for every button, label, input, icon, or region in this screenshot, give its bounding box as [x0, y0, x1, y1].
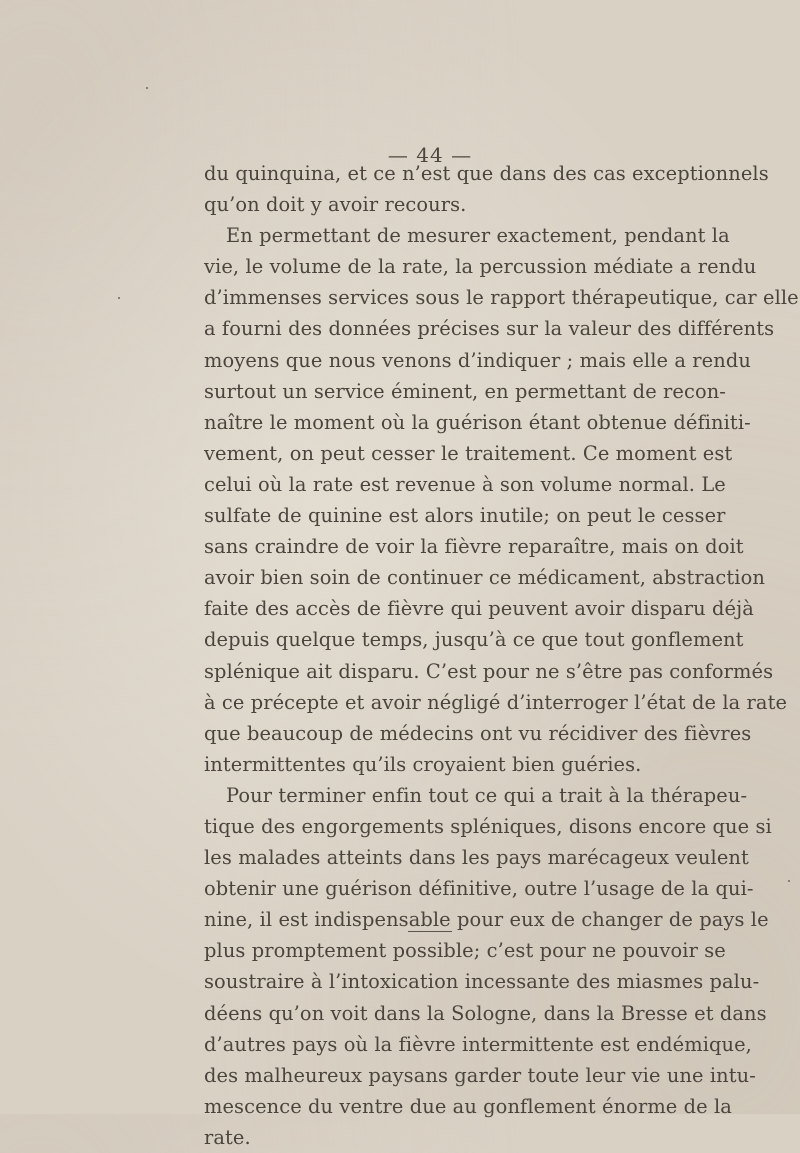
text-line: d’immenses services sous le rapport thérapeutique, car elle: [204, 286, 799, 310]
page-number: — 44 —: [387, 143, 473, 167]
text-line: d’autres pays où la fièvre intermittente est endémique,: [204, 1032, 752, 1056]
paper-speck: [146, 87, 148, 89]
text-line: a fourni des données précises sur la valeur des différents: [204, 317, 775, 341]
text-line: obtenir une guérison définitive, outre l’usage de la qui-: [204, 877, 754, 901]
text-line: avoir bien soin de continuer ce médicament, abstraction: [204, 566, 765, 590]
text-line: rate.: [204, 1125, 251, 1149]
closing-rule: [408, 931, 452, 932]
text-line: surtout un service éminent, en permettant de recon-: [204, 379, 726, 403]
text-line: Pour terminer enfin tout ce qui a trait à la thérapeu-: [226, 783, 748, 807]
text-line: du quinquina, et ce n’est que dans des cas exceptionnels: [204, 162, 769, 185]
text-line: déens qu’on voit dans la Sologne, dans la Bresse et dans: [204, 1001, 767, 1025]
paper-speck: [788, 880, 790, 882]
text-line: depuis quelque temps, jusqu’à ce que tout gonflement: [204, 628, 744, 652]
text-line: à ce précepte et avoir négligé d’interroger l’état de la rate: [204, 690, 788, 714]
text-line: En permettant de mesurer exactement, pendant la: [226, 224, 730, 248]
text-line: mescence du ventre due au gonflement énorme de la: [204, 1094, 732, 1118]
text-line: les malades atteints dans les pays marécageux veulent: [204, 846, 749, 870]
text-line: faite des accès de fièvre qui peuvent avoir disparu déjà: [204, 597, 754, 621]
text-line: qu’on doit y avoir recours.: [204, 193, 467, 217]
text-line: intermittentes qu’ils croyaient bien guéries.: [204, 752, 642, 776]
body-text: [204, 158, 799, 1153]
text-line: naître le moment où la guérison étant obtenue définiti-: [204, 410, 751, 434]
text-line: vie, le volume de la rate, la percussion médiate a rendu: [204, 255, 757, 279]
text-line: moyens que nous venons d’indiquer ; mais elle a rendu: [204, 348, 751, 372]
text-line: des malheureux paysans garder toute leur vie une intu-: [204, 1063, 756, 1087]
text-line: sans craindre de voir la fièvre reparaître, mais on doit: [204, 535, 744, 559]
text-line: que beaucoup de médecins ont vu récidiver des fièvres: [204, 721, 752, 745]
text-line: vement, on peut cesser le traitement. Ce moment est: [204, 441, 733, 465]
text-line: tique des engorgements spléniques, disons encore que si: [204, 814, 772, 838]
paper-speck: [118, 297, 120, 299]
text-line: splénique ait disparu. C’est pour ne s’être pas conformés: [204, 659, 774, 683]
text-line: plus promptement possible; c’est pour ne pouvoir se: [204, 939, 726, 963]
text-line: soustraire à l’intoxication incessante des miasmes palu-: [204, 970, 760, 994]
text-line: celui où la rate est revenue à son volume normal. Le: [204, 472, 726, 496]
text-line: nine, il est indispensable pour eux de changer de pays le: [204, 908, 769, 932]
text-line: sulfate de quinine est alors inutile; on peut le cesser: [204, 504, 726, 528]
